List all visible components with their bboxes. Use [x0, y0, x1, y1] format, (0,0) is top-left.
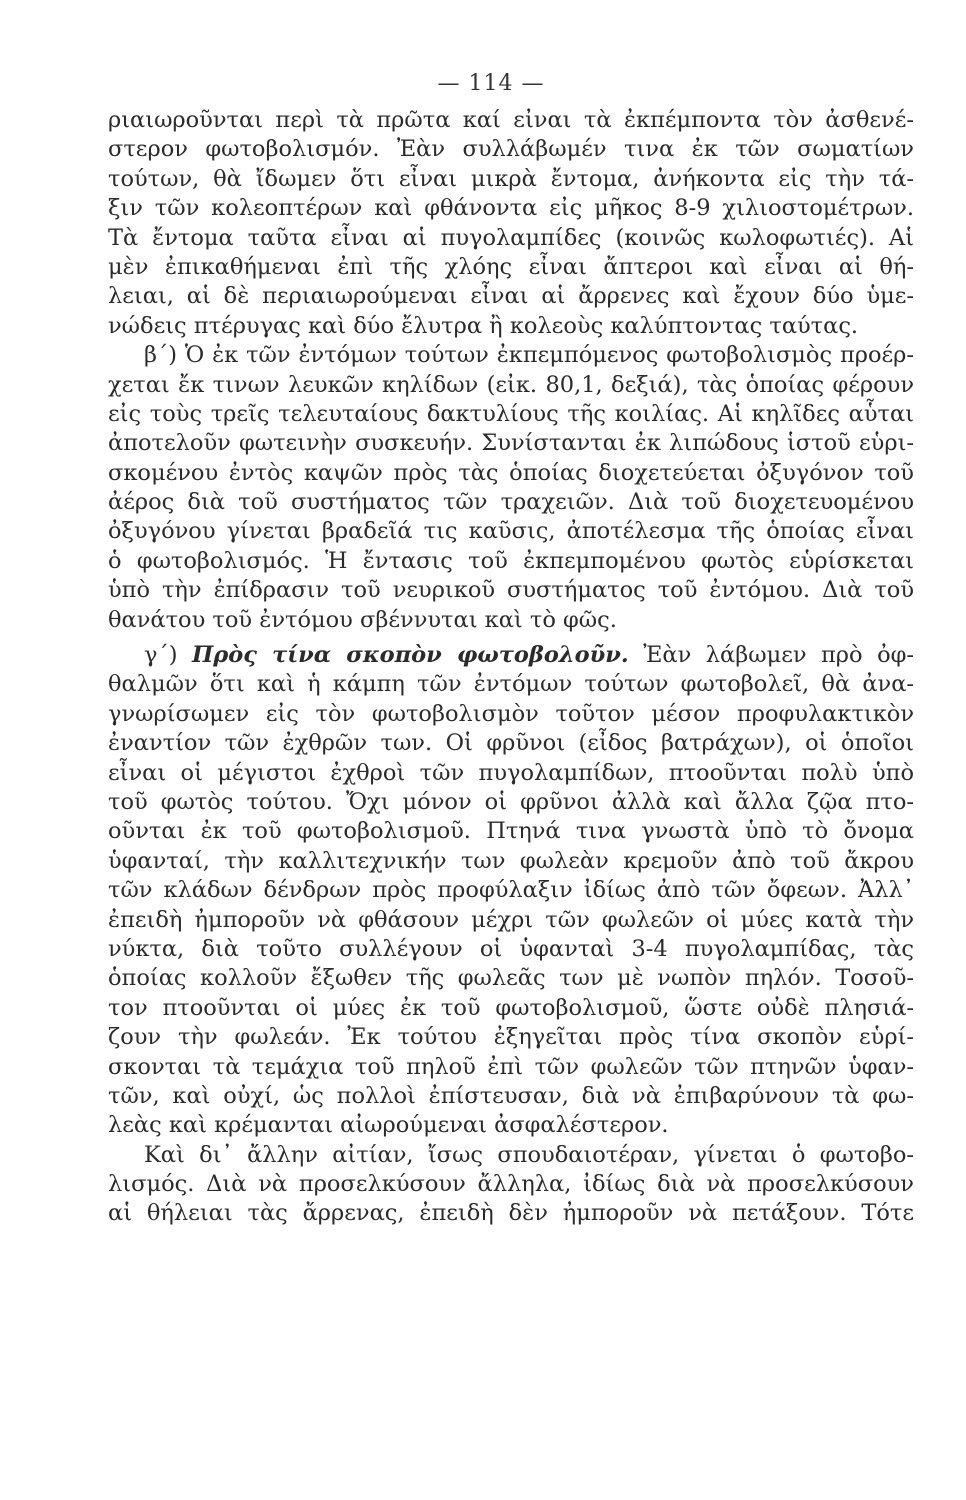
text-line: τούτων, θὰ ἴδωμεν ὅτι εἶναι μικρὰ ἔντομα, ἀνήκοντα εἰς τὴν τά- — [108, 165, 914, 192]
text-line: λισμός. Διὰ νὰ προσελκύσουν ἄλληλα, ἰδίως διὰ νὰ προσελκύσουν — [108, 1171, 914, 1198]
text-line: γνωρίσωμεν εἰς τὸν φωτοβολισμὸν τοῦτον μέσον προφυλακτικὸν — [108, 700, 914, 727]
text-line: τῶν κλάδων δένδρων πρὸς προφύλαξιν ἰδίως ἀπὸ τῶν ὄφεων. Ἀλλ᾽ — [108, 877, 914, 904]
text-line: ὁ φωτοβολισμός. Ἡ ἔντασις τοῦ ἐκπεμπομένου φωτὸς εὑρίσκεται — [108, 547, 914, 574]
text-line: σκονται τὰ τεμάχια τοῦ πηλοῦ ἐπὶ τῶν φωλεῶν τῶν πτηνῶν ὑφαν- — [108, 1053, 914, 1080]
text-line: θαλμῶν ὅτι καὶ ἡ κάμπη τῶν ἐντόμων τούτων φωτοβολεῖ, θὰ ἀνα- — [108, 671, 914, 698]
text-line: ἐναντίον τῶν ἐχθρῶν των. Οἱ φρῦνοι (εἶδος βατράχων), οἱ ὁποῖοι — [108, 730, 914, 757]
text-line: τοῦ φωτὸς τούτου. Ὄχι μόνον οἱ φρῦνοι ἀλλὰ καὶ ἄλλα ζῷα πτο- — [108, 788, 914, 815]
text-line: ὑπὸ τὴν ἐπίδρασιν τοῦ νευρικοῦ συστήματος τοῦ ἐντόμου. Διὰ τοῦ — [108, 577, 914, 604]
text-line: ριαιωροῦνται περὶ τὰ πρῶτα καί εἰναι τὰ ἐκπέμποντα τὸν ἀσθενέ- — [108, 107, 914, 133]
text-line: ἀέρος διὰ τοῦ συστήματος τῶν τραχειῶν. Διὰ τοῦ διοχετευομένου — [108, 489, 914, 516]
text-line: Καὶ δι᾽ ἄλλην αἰτίαν, ἴσως σπουδαιοτέραν, γίνεται ὁ φωτοβο- — [144, 1141, 914, 1168]
text-line: νώδεις πτέρυγας καὶ δύο ἔλυτρα ἢ κολεοὺς καλύπτοντας ταύτας. — [108, 312, 859, 339]
text-line: γ΄) Πρὸς τίνα σκοπὸν φωτοβολοῦν. Ἐὰν λάβωμεν πρὸ ὀφ- — [144, 642, 914, 669]
text-line: οῦνται ἐκ τοῦ φωτοβολισμοῦ. Πτηνά τινα γνωστὰ ὑπὸ τὸ ὄνομα — [108, 818, 914, 845]
text-line: σκομένου ἐντὸς καψῶν πρὸς τὰς ὁποίας διοχετεύεται ὀξυγόνον τοῦ — [108, 459, 914, 486]
text-line: ἀποτελοῦν φωτεινὴν συσκευήν. Συνίστανται ἐκ λιπώδους ἱστοῦ εὑρι- — [108, 430, 914, 457]
text-line: ὑφανταί, τὴν καλλιτεχνικήν των φωλεὰν κρεμοῦν ἀπὸ τοῦ ἄκρου — [108, 847, 914, 874]
text-line: τον πτοοῦνται οἱ μύες ἐκ τοῦ φωτοβολισμοῦ, ὥστε οὐδὲ πλησιά- — [108, 994, 914, 1021]
section-heading: Πρὸς τίνα σκοπὸν φωτοβολοῦν. — [191, 642, 629, 669]
text-line: θανάτου τοῦ ἐντόμου σβέννυται καὶ τὸ φῶς. — [108, 606, 617, 633]
body-text — [108, 106, 914, 1229]
text-line: μὲν ἐπικαθήμεναι ἐπὶ τῆς χλόης εἶναι ἄπτεροι καὶ εἶναι αἱ θή- — [108, 253, 914, 280]
text-line: στερον φωτοβολισμόν. Ἐὰν συλλάβωμέν τινα ἐκ τῶν σωματίων — [108, 136, 914, 163]
text-line: Τὰ ἔντομα ταῦτα εἶναι αἱ πυγολαμπίδες (κοινῶς κωλοφωτιές). Αἱ — [108, 224, 914, 251]
page-number: — 114 — — [437, 71, 545, 96]
text-line: εἰς τοὺς τρεῖς τελευταίους δακτυλίους τῆς κοιλίας. Αἱ κηλῖδες αὗται — [108, 400, 914, 427]
text-line: εἶναι οἱ μέγιστοι ἐχθροὶ τῶν πυγολαμπίδων, πτοοῦνται πολὺ ὑπὸ — [108, 759, 914, 786]
text-line: λεὰς καὶ κρέμανται αἰωρούμεναι ἀσφαλέστερον. — [108, 1112, 669, 1139]
text-line: αἱ θήλειαι τὰς ἄρρενας, ἐπειδὴ δὲν ἠμποροῦν νὰ πετάξουν. Τότε — [108, 1200, 914, 1227]
text-line: χεται ἔκ τινων λευκῶν κηλίδων (εἰκ. 80,1, δεξιά), τὰς ὁποίας φέρουν — [108, 371, 914, 398]
text-line: ξιν τῶν κολεοπτέρων καὶ φθάνοντα εἰς μῆκος 8-9 χιλιοστομέτρων. — [108, 195, 914, 222]
text-line: ὀξυγόνου γίνεται βραδεῖά τις καῦσις, ἀποτέλεσμα τῆς ὁποίας εἶναι — [108, 518, 914, 545]
text-line: ὁποίας κολλοῦν ἔξωθεν τῆς φωλεᾶς των μὲ νωπὸν πηλόν. Τοσοῦ- — [108, 965, 914, 992]
text-line: νύκτα, διὰ τοῦτο συλλέγουν οἱ ὑφανταὶ 3-4 πυγολαμπίδας, τὰς — [108, 935, 914, 962]
text-line: τῶν, καὶ οὐχί, ὡς πολλοὶ ἐπίστευσαν, διὰ νὰ ἐπιβαρύνουν τὰ φω- — [108, 1082, 914, 1109]
text-line: λειαι, αἱ δὲ περιαιωρούμεναι εἶναι αἱ ἄρρενες καὶ ἔχουν δύο ὑμε- — [108, 283, 914, 310]
text-line: ζουν τὴν φωλεάν. Ἐκ τούτου ἐξηγεῖται πρὸς τίνα σκοπὸν εὑρί- — [108, 1024, 914, 1051]
text-line: ἐπειδὴ ἠμποροῦν νὰ φθάσουν μέχρι τῶν φωλεῶν οἱ μύες κατὰ τὴν — [108, 906, 914, 933]
text-line: β΄) Ὁ ἐκ τῶν ἐντόμων τούτων ἐκπεμπόμενος φωτοβολισμὸς προέρ- — [144, 342, 914, 369]
